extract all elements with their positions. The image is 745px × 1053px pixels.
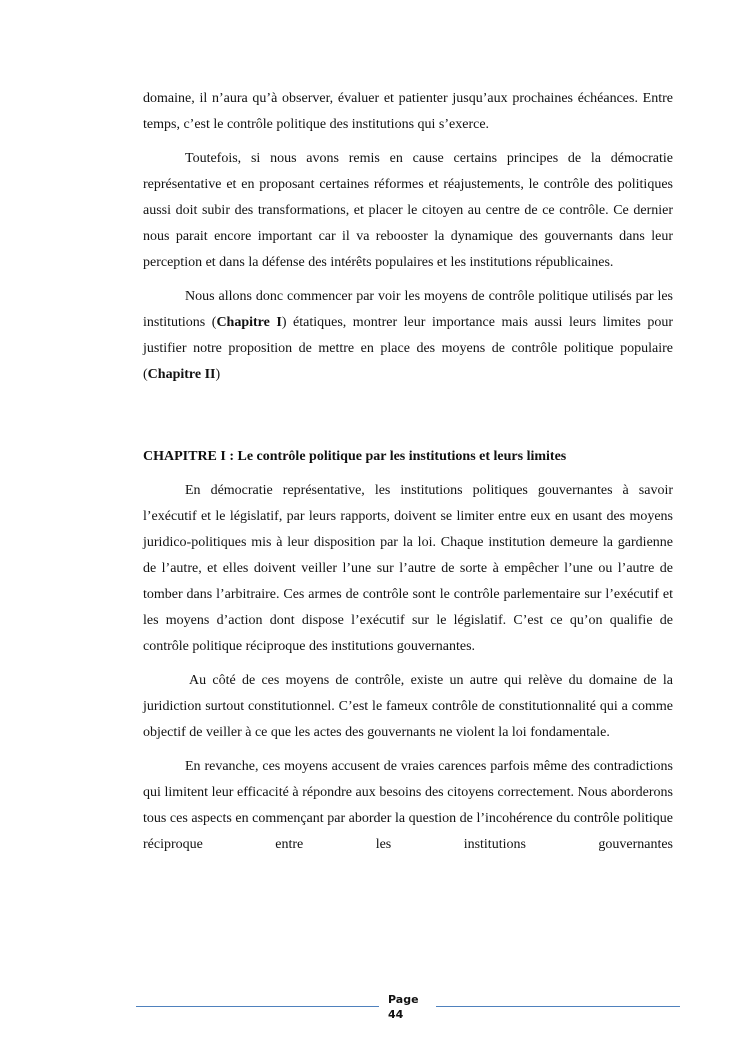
page-body <box>143 86 673 866</box>
footer-rule-left <box>136 1006 379 1007</box>
intro-text-part3: ) <box>215 367 221 382</box>
paragraph-intro-chapters <box>143 284 673 388</box>
intro-text-part2: ) étatiques, montrer leur importance mais aussi leurs limites pour justifier notre proposition de mettre en place des moyens de contrôle politique populaire ( <box>143 315 674 382</box>
page-number-value: 44 <box>388 1008 404 1021</box>
chapter2-reference: Chapitre II <box>147 367 216 382</box>
chapter1-reference: Chapitre I <box>216 315 282 330</box>
paragraph-au-cote: Au côté de ces moyens de contrôle, existe un autre qui relève du domaine de la juridiction surtout constitutionnel. C’est le fameux contrôle de constitutionnalité qui a comme objectif de veiller à ce que les actes des gouvernants ne violent la loi fondamentale. <box>143 673 673 740</box>
paragraph-en-revanche: En revanche, ces moyens accusent de vraies carences parfois même des contradictions qui limitent leur efficacité à répondre aux besoins des citoyens correctement. Nous aborderons tous ces aspects en commençant par aborder la question de l’incohérence du contrôle politique réciproque entre les institutions gouvernantes <box>143 759 673 852</box>
paragraph-toutefois: Toutefois, si nous avons remis en cause certains principes de la démocratie représentative et en proposant certaines réformes et réajustements, le contrôle des politiques aussi doit subir des transformations, et placer le citoyen au centre de ce contrôle. Ce dernier nous parait encore important car il va rebooster la dynamique des gouvernants dans leur perception et dans la défense des intérêts populaires et les institutions républicaines. <box>143 151 673 270</box>
paragraph-continuation: domaine, il n’aura qu’à observer, évaluer et patienter jusqu’aux prochaines échéances. Entre temps, c’est le contrôle politique des institutions qui s’exerce. <box>143 91 673 132</box>
page-label: Page <box>388 993 419 1006</box>
footer-rule-right <box>436 1006 680 1007</box>
page-footer <box>0 990 745 1030</box>
page-number <box>388 992 432 1022</box>
chapter-heading: CHAPITRE I : Le contrôle politique par les institutions et leurs limites <box>143 449 567 464</box>
intro-text-part1: Nous allons donc commencer par voir les moyens de contrôle politique utilisés par les institutions ( <box>143 289 673 330</box>
paragraph-democratie: En démocratie représentative, les institutions politiques gouvernantes à savoir l’exécutif et le législatif, par leurs rapports, doivent se limiter entre eux en usant des moyens juridico-politiques mis à leur disposition par la loi. Chaque institution demeure la gardienne de l’autre, et elles doivent veiller l’une sur l’autre de sorte à empêcher l’une ou l’autre de tomber dans l’arbitraire. Ces armes de contrôle sont le contrôle parlementaire sur l’exécutif et les moyens d’action dont dispose l’exécutif sur le législatif. C’est ce qu’on qualifie de contrôle politique réciproque des institutions gouvernantes. <box>143 483 673 654</box>
